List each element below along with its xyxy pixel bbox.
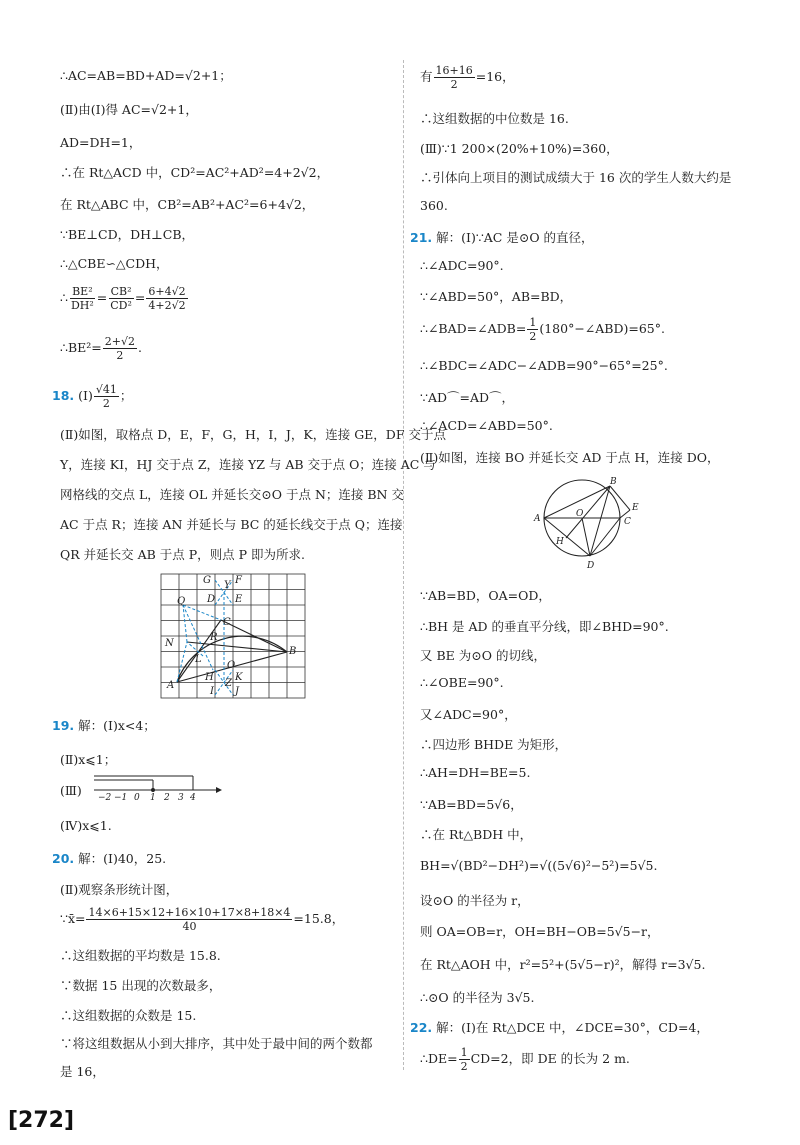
grid-figure xyxy=(155,570,311,702)
line: ∴∠OBE=90°. xyxy=(420,675,504,690)
line: (Ⅱ)如图，取格点 D，E，F，G，H，I，J，K，连接 GE，DF 交于点 xyxy=(60,427,446,442)
line: ∴∠ACD=∠ABD=50°. xyxy=(420,418,553,433)
grid-label: J xyxy=(235,686,240,697)
line: ∴AH=DH=BE=5. xyxy=(420,765,531,780)
line: ∵∠ABD=50°，AB=BD， xyxy=(420,289,573,304)
fraction-line: 有 $\frac{16+16}{2}$ =16， xyxy=(420,64,515,91)
line: (Ⅱ)如图，连接 BO 并延长交 AD 于点 H，连接 DO， xyxy=(420,450,720,465)
question-number: 22. xyxy=(410,1020,433,1035)
line: 又 BE 为⊙O 的切线， xyxy=(420,648,546,663)
grid-label: C xyxy=(223,617,231,628)
line: ∴△CBE∽△CDH， xyxy=(60,256,169,271)
line: 在 Rt△AOH 中，r²=5²+(5√5−r)²，解得 r=3√5. xyxy=(420,957,706,972)
number-line xyxy=(90,772,222,802)
fraction-line: ∵x̄= $\frac{14\times 6+15\times 12+16\times 10+17\times 8+18\times 4}{40}$ =15.8， xyxy=(60,906,345,933)
line: ∴在 Rt△ACD 中，CD²=AC²+AD²=4+2√2， xyxy=(60,165,330,180)
question-18: 18. (Ⅰ) $\frac{√41}{2}$ ； xyxy=(52,383,133,410)
circle-label: C xyxy=(624,517,631,527)
circle-label: E xyxy=(632,503,639,513)
fraction-line: ∴DE= $\frac{1}{2}$ CD=2，即 DE 的长为 2 m. xyxy=(420,1046,630,1073)
line: ∴这组数据的平均数是 15.8. xyxy=(60,948,221,963)
grid-label: R xyxy=(210,632,218,643)
circle-label: O xyxy=(576,509,584,519)
question-19: 19. 解：(Ⅰ)x<4； xyxy=(52,718,156,733)
line: (Ⅲ) xyxy=(60,783,82,798)
grid-label: O xyxy=(227,660,236,671)
grid-label: Y xyxy=(224,580,231,591)
grid-label: B xyxy=(289,646,297,657)
tick-label: 0 xyxy=(134,793,140,802)
column-divider xyxy=(403,60,404,1070)
circle-label: D xyxy=(587,561,595,571)
tick-label: 2 xyxy=(164,793,170,802)
grid-label: D xyxy=(207,594,216,605)
grid-label: L xyxy=(195,654,202,665)
line: (Ⅱ)观察条形统计图， xyxy=(60,882,179,897)
grid-label: F xyxy=(235,575,242,586)
line: ∴BH 是 AD 的垂直平分线，即∠BHD=90°. xyxy=(420,619,669,634)
fraction-line: ∴BE²= $\frac{2+√2}{2}$ . xyxy=(60,335,142,362)
question-number: 21. xyxy=(410,230,433,245)
line: ∵BE⊥CD，DH⊥CB， xyxy=(60,227,195,242)
line: ∵数据 15 出现的次数最多， xyxy=(60,978,222,993)
line: (Ⅱ)x⩽1； xyxy=(60,752,117,767)
line: ∴∠BDC=∠ADC−∠ADB=90°−65°=25°. xyxy=(420,358,668,373)
question-number: 19. xyxy=(52,718,75,733)
grid-label: Z xyxy=(225,678,232,689)
line: 则 OA=OB=r，OH=BH−OB=5√5−r， xyxy=(420,924,660,939)
question-number: 20. xyxy=(52,851,75,866)
tick-label: 3 xyxy=(178,793,184,802)
question-21: 21. 解：(Ⅰ)∵AC 是⊙O 的直径， xyxy=(410,230,594,245)
tick-label: −2 xyxy=(98,793,112,802)
line: 在 Rt△ABC 中，CB²=AB²+AC²=6+4√2， xyxy=(60,197,315,212)
line: (Ⅲ)∵1 200×(20%+10%)=360， xyxy=(420,141,619,156)
line: BH=√(BD²−DH²)=√((5√6)²−5²)=5√5. xyxy=(420,858,658,873)
fraction-line: ∴ $\frac{\text{BE²}}{\text{DH²}}$ = $\frac{\text{CB²}}{\text{CD²}}$ = $\frac{6+4√2}{4+2√2}$ xyxy=(60,285,186,312)
line: QR 并延长交 AB 于点 P，则点 P 即为所求. xyxy=(60,547,306,562)
grid-label: Q xyxy=(177,596,186,607)
line: 是 16， xyxy=(60,1064,105,1079)
circle-figure xyxy=(532,474,662,574)
page-number: [272] xyxy=(8,1108,75,1133)
tick-label: −1 xyxy=(114,793,128,802)
question-22: 22. 解：(Ⅰ)在 Rt△DCE 中，∠DCE=30°，CD=4， xyxy=(410,1020,709,1035)
circle-label: B xyxy=(610,477,617,487)
line: ∴⊙O 的半径为 3√5. xyxy=(420,990,535,1005)
grid-label: I xyxy=(210,686,214,697)
grid-label: K xyxy=(235,672,243,683)
line: AC 于点 R；连接 AN 并延长与 BC 的延长线交于点 Q；连接 xyxy=(60,517,403,532)
line: Y，连接 KI，HJ 交于点 Z，连接 YZ 与 AB 交于点 O；连接 AC 与 xyxy=(60,457,436,472)
fraction-line: ∴∠BAD=∠ADB= $\frac{1}{2}$ (180°−∠ABD)=65°. xyxy=(420,316,665,343)
line: ∴在 Rt△BDH 中， xyxy=(420,827,533,842)
question-number: 18. xyxy=(52,388,75,403)
line: ∴AC=AB=BD+AD=√2+1； xyxy=(60,68,232,83)
line: 网格线的交点 L，连接 OL 并延长交⊙O 于点 N；连接 BN 交 xyxy=(60,487,404,502)
line: ∴这组数据的中位数是 16. xyxy=(420,111,569,126)
tick-label: 4 xyxy=(190,793,196,802)
line: ∵AB=BD，OA=OD， xyxy=(420,588,551,603)
line: ∴四边形 BHDE 为矩形， xyxy=(420,737,568,752)
line: 360. xyxy=(420,198,448,213)
line: ∵将这组数据从小到大排序，其中处于最中间的两个数都 xyxy=(60,1036,373,1051)
circle-label: A xyxy=(534,514,541,524)
grid-label: G xyxy=(203,575,211,586)
line: ∴∠ADC=90°. xyxy=(420,258,504,273)
grid-label: E xyxy=(235,594,243,605)
line: ∴这组数据的众数是 15. xyxy=(60,1008,197,1023)
question-20: 20. 解：(Ⅰ)40，25. xyxy=(52,851,167,866)
line: ∴引体向上项目的测试成绩大于 16 次的学生人数大约是 xyxy=(420,170,732,185)
grid-label: A xyxy=(167,680,175,691)
line: ∵AD⌒=AD⌒， xyxy=(420,390,515,405)
circle-label: H xyxy=(556,537,564,547)
line: ∵AB=BD=5√6， xyxy=(420,797,523,812)
grid-label: N xyxy=(165,638,174,649)
line: AD=DH=1， xyxy=(60,135,142,150)
line: 设⊙O 的半径为 r， xyxy=(420,893,530,908)
line: 又∠ADC=90°， xyxy=(420,707,517,722)
tick-label: 1 xyxy=(150,793,156,802)
line: (Ⅱ)由(Ⅰ)得 AC=√2+1， xyxy=(60,102,198,117)
line: (Ⅳ)x⩽1. xyxy=(60,818,112,833)
grid-label: H xyxy=(205,672,214,683)
